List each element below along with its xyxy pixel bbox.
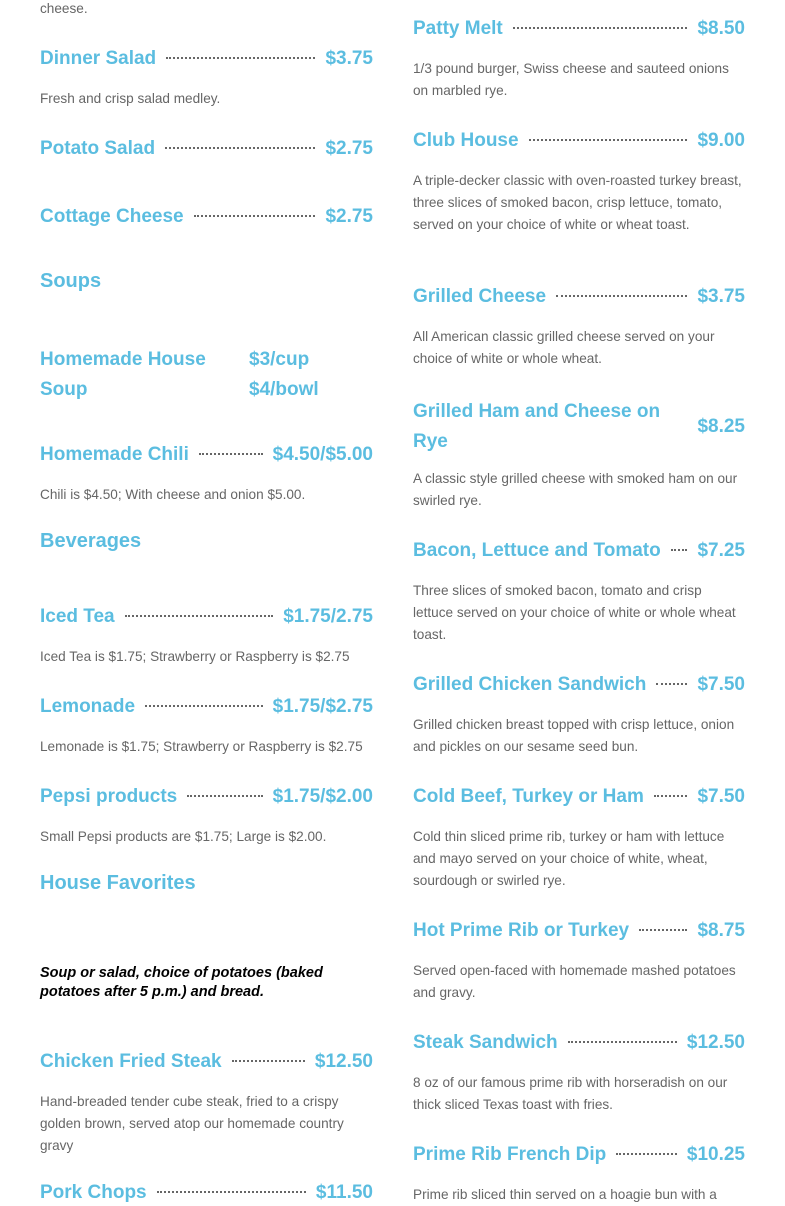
- menu-item-lemonade: [40, 696, 373, 718]
- menu-item-patty-melt: [413, 18, 745, 40]
- menu-item-steak-sandwich: [413, 1032, 745, 1054]
- dot-leader: [671, 549, 688, 551]
- dot-leader: [654, 795, 688, 797]
- item-description: Hand-breaded tender cube steak, fried to a crispy golden brown, served atop our homemade country gravy: [40, 1094, 344, 1153]
- dot-leader: [125, 615, 274, 617]
- item-price: $12.50: [686, 1032, 745, 1053]
- menu-item-chicken-fried-steak: [40, 1051, 373, 1073]
- item-description: Served open-faced with homemade mashed potatoes and gravy.: [413, 963, 736, 1000]
- item-name: Grilled Chicken Sandwich: [413, 674, 647, 695]
- menu-item-ham-and-cheese: [413, 397, 745, 457]
- dot-leader: [194, 215, 316, 217]
- item-name: Potato Salad: [40, 138, 156, 159]
- menu-item-grilled-cheese: [413, 286, 745, 308]
- menu-item-blt: [413, 540, 745, 562]
- item-price: $1.75/$2.00: [272, 786, 373, 807]
- item-price-cup: $3/cup: [249, 349, 310, 370]
- dot-leader: [529, 139, 688, 141]
- menu-item-pepsi: [40, 786, 373, 808]
- item-description: Three slices of smoked bacon, tomato and crisp lettuce served on your choice of white or whole wheat toast.: [413, 583, 736, 642]
- item-description: 8 oz of our famous prime rib with horseradish on our thick sliced Texas toast with fries.: [413, 1075, 728, 1112]
- item-price: $10.25: [686, 1144, 745, 1165]
- item-name: Steak Sandwich: [413, 1032, 558, 1053]
- dot-leader: [166, 57, 315, 59]
- menu-item-pork-chops: [40, 1182, 373, 1204]
- menu-item-club-house: [413, 130, 745, 152]
- item-price: $11.50: [315, 1182, 373, 1203]
- item-name: Grilled Ham and Cheese on Rye: [413, 401, 661, 452]
- item-price: $3.75: [325, 48, 373, 69]
- item-price: $12.50: [314, 1051, 373, 1072]
- dot-leader: [656, 683, 687, 685]
- item-description: Prime rib sliced thin served on a hoagie bun with a: [413, 1187, 717, 1202]
- item-name: Cold Beef, Turkey or Ham: [413, 786, 644, 807]
- item-price: $9.00: [697, 130, 745, 151]
- item-name: Pepsi products: [40, 786, 178, 807]
- dot-leader: [568, 1041, 677, 1043]
- item-price: $1.75/2.75: [283, 606, 373, 627]
- item-price: $4.50/$5.00: [272, 444, 373, 465]
- dot-leader: [556, 295, 687, 297]
- dot-leader: [187, 795, 262, 797]
- menu-item-french-dip: [413, 1144, 745, 1166]
- menu-item-potato-salad: [40, 138, 373, 160]
- item-name: Cottage Cheese: [40, 206, 184, 227]
- item-description: Small Pepsi products are $1.75; Large is $2.00.: [40, 829, 327, 844]
- item-name: Bacon, Lettuce and Tomato: [413, 540, 661, 561]
- menu-item-iced-tea: [40, 606, 373, 628]
- section-heading-house-favorites: House Favorites: [40, 872, 196, 894]
- menu-item-house-soup: [40, 345, 373, 405]
- item-name: Pork Chops: [40, 1182, 147, 1203]
- item-description: Iced Tea is $1.75; Strawberry or Raspberry is $2.75: [40, 649, 350, 664]
- item-description: All American classic grilled cheese served on your choice of white or whole wheat.: [413, 329, 715, 366]
- section-heading-soups: Soups: [40, 270, 102, 292]
- item-description: A triple-decker classic with oven-roasted turkey breast, three slices of smoked bacon, crisp lettuce, tomato, served on your choice of white or wheat toast.: [413, 173, 742, 232]
- section-heading-beverages: Beverages: [40, 530, 142, 552]
- item-name: Homemade Chili: [40, 444, 189, 465]
- dot-leader: [232, 1060, 305, 1062]
- item-name: Club House: [413, 130, 519, 151]
- item-description: Fresh and crisp salad medley.: [40, 91, 221, 106]
- menu-item-dinner-salad: [40, 48, 373, 70]
- item-description: cheese.: [40, 1, 88, 16]
- item-name: Grilled Cheese: [413, 286, 547, 307]
- item-name: Iced Tea: [40, 606, 115, 627]
- menu-item-hot-prime-rib: [413, 920, 745, 942]
- item-name: Chicken Fried Steak: [40, 1051, 222, 1072]
- item-name: Patty Melt: [413, 18, 503, 39]
- item-name: Prime Rib French Dip: [413, 1144, 607, 1165]
- item-description: Cold thin sliced prime rib, turkey or ham with lettuce and mayo served on your choice of white, wheat, sourdough or swirled rye.: [413, 829, 725, 888]
- item-name: Homemade House Soup: [40, 349, 206, 400]
- item-name: Lemonade: [40, 696, 136, 717]
- item-price: $7.50: [697, 674, 745, 695]
- item-price: $1.75/$2.75: [272, 696, 373, 717]
- item-name: Dinner Salad: [40, 48, 157, 69]
- item-name: Hot Prime Rib or Turkey: [413, 920, 630, 941]
- dot-leader: [199, 453, 263, 455]
- item-price: $8.25: [697, 416, 745, 437]
- dot-leader: [639, 929, 687, 931]
- menu-item-cottage-cheese: [40, 206, 373, 228]
- item-price: $7.50: [697, 786, 745, 807]
- dot-leader: [616, 1153, 677, 1155]
- item-description: Lemonade is $1.75; Strawberry or Raspberry is $2.75: [40, 739, 363, 754]
- item-price: $8.75: [697, 920, 745, 941]
- item-price-bowl: $4/bowl: [249, 379, 319, 400]
- item-description: Grilled chicken breast topped with crisp lettuce, onion and pickles on our sesame seed bun.: [413, 717, 735, 754]
- item-price: $2.75: [325, 138, 373, 159]
- item-price: $2.75: [325, 206, 373, 227]
- dot-leader: [165, 147, 315, 149]
- favorites-note: Soup or salad, choice of potatoes (baked potatoes after 5 p.m.) and bread.: [40, 965, 323, 1000]
- item-price: $7.25: [697, 540, 745, 561]
- item-description: Chili is $4.50; With cheese and onion $5.00.: [40, 487, 306, 502]
- menu-item-chili: [40, 444, 373, 466]
- dot-leader: [513, 27, 688, 29]
- item-price: $8.50: [697, 18, 745, 39]
- menu-item-cold-beef: [413, 786, 745, 808]
- menu-item-chicken-sandwich: [413, 674, 745, 696]
- item-description: A classic style grilled cheese with smoked ham on our swirled rye.: [413, 471, 738, 508]
- item-price: $3.75: [697, 286, 745, 307]
- dot-leader: [145, 705, 263, 707]
- dot-leader: [157, 1191, 306, 1193]
- item-description: 1/3 pound burger, Swiss cheese and sauteed onions on marbled rye.: [413, 61, 729, 98]
